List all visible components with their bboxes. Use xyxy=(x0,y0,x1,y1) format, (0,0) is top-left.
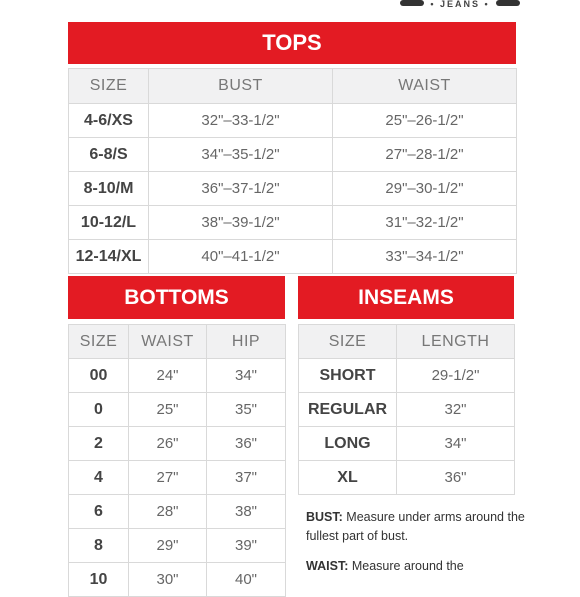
bust-cell: 34"–35-1/2" xyxy=(149,138,333,172)
bust-cell: 32"–33-1/2" xyxy=(149,104,333,138)
waist-cell: 29"–30-1/2" xyxy=(333,172,517,206)
hip-cell: 39" xyxy=(207,529,286,563)
table-row xyxy=(69,104,517,138)
waist-cell: 27"–28-1/2" xyxy=(333,138,517,172)
bust-cell: 36"–37-1/2" xyxy=(149,172,333,206)
bottoms-table xyxy=(68,324,286,597)
table-row xyxy=(69,172,517,206)
size-cell: SHORT xyxy=(299,359,397,393)
brand-logo xyxy=(360,0,560,12)
size-cell: XL xyxy=(299,461,397,495)
hip-cell: 40" xyxy=(207,563,286,597)
waist-cell: 30" xyxy=(129,563,207,597)
table-row xyxy=(69,359,286,393)
inseams-table xyxy=(298,324,515,495)
table-row xyxy=(299,359,515,393)
waist-cell: 24" xyxy=(129,359,207,393)
size-cell: 0 xyxy=(69,393,129,427)
table-row xyxy=(299,461,515,495)
table-row xyxy=(69,461,286,495)
table-row xyxy=(69,206,517,240)
inseams-banner xyxy=(298,276,514,319)
tops-banner xyxy=(68,22,516,64)
waist-note-label: WAIST: xyxy=(306,559,349,573)
waist-cell: 31"–32-1/2" xyxy=(333,206,517,240)
bottoms-header-waist: WAIST xyxy=(129,325,207,359)
tops-header-waist: WAIST xyxy=(333,69,517,104)
bust-note xyxy=(306,508,546,546)
table-row xyxy=(69,138,517,172)
size-cell: 6 xyxy=(69,495,129,529)
waist-cell: 27" xyxy=(129,461,207,495)
waist-cell: 25"–26-1/2" xyxy=(333,104,517,138)
length-cell: 36" xyxy=(397,461,515,495)
bottoms-header-hip: HIP xyxy=(207,325,286,359)
hip-cell: 36" xyxy=(207,427,286,461)
tops-header-bust: BUST xyxy=(149,69,333,104)
bottoms-banner xyxy=(68,276,285,319)
size-cell: 4-6/XS xyxy=(69,104,149,138)
inseams-header-row xyxy=(299,325,515,359)
size-cell: 8 xyxy=(69,529,129,563)
table-row xyxy=(69,427,286,461)
hip-cell: 37" xyxy=(207,461,286,495)
size-cell: REGULAR xyxy=(299,393,397,427)
waist-cell: 26" xyxy=(129,427,207,461)
bust-note-text: Measure under arms around the fullest part of bust. xyxy=(306,510,525,543)
measurement-notes xyxy=(306,508,546,587)
table-row xyxy=(299,427,515,461)
hip-cell: 38" xyxy=(207,495,286,529)
brand-label: • JEANS • xyxy=(430,0,490,9)
hip-cell: 35" xyxy=(207,393,286,427)
tops-header-size: SIZE xyxy=(69,69,149,104)
size-cell: LONG xyxy=(299,427,397,461)
length-cell: 34" xyxy=(397,427,515,461)
bust-note-label: BUST: xyxy=(306,510,343,524)
bottoms-title: BOTTOMS xyxy=(124,286,229,309)
inseams-title: INSEAMS xyxy=(358,286,454,309)
inseams-header-length: LENGTH xyxy=(397,325,515,359)
tops-title: TOPS xyxy=(262,30,322,55)
waist-cell: 33"–34-1/2" xyxy=(333,240,517,274)
waist-cell: 29" xyxy=(129,529,207,563)
table-row xyxy=(69,495,286,529)
size-cell: 00 xyxy=(69,359,129,393)
inseams-header-size: SIZE xyxy=(299,325,397,359)
waist-note-text: Measure around the xyxy=(348,559,464,573)
size-cell: 8-10/M xyxy=(69,172,149,206)
table-row xyxy=(69,240,517,274)
size-cell: 10-12/L xyxy=(69,206,149,240)
table-row xyxy=(299,393,515,427)
bottoms-header-size: SIZE xyxy=(69,325,129,359)
length-cell: 29-1/2" xyxy=(397,359,515,393)
bust-cell: 40"–41-1/2" xyxy=(149,240,333,274)
tops-table xyxy=(68,68,517,274)
waist-cell: 28" xyxy=(129,495,207,529)
bottoms-header-row xyxy=(69,325,286,359)
bust-cell: 38"–39-1/2" xyxy=(149,206,333,240)
logo-right-mark xyxy=(496,0,520,6)
hip-cell: 34" xyxy=(207,359,286,393)
size-cell: 10 xyxy=(69,563,129,597)
length-cell: 32" xyxy=(397,393,515,427)
waist-cell: 25" xyxy=(129,393,207,427)
table-row xyxy=(69,393,286,427)
size-cell: 12-14/XL xyxy=(69,240,149,274)
logo-left-mark xyxy=(400,0,424,6)
size-cell: 6-8/S xyxy=(69,138,149,172)
table-row xyxy=(69,529,286,563)
size-cell: 2 xyxy=(69,427,129,461)
tops-header-row xyxy=(69,69,517,104)
waist-note xyxy=(306,557,546,576)
size-cell: 4 xyxy=(69,461,129,495)
